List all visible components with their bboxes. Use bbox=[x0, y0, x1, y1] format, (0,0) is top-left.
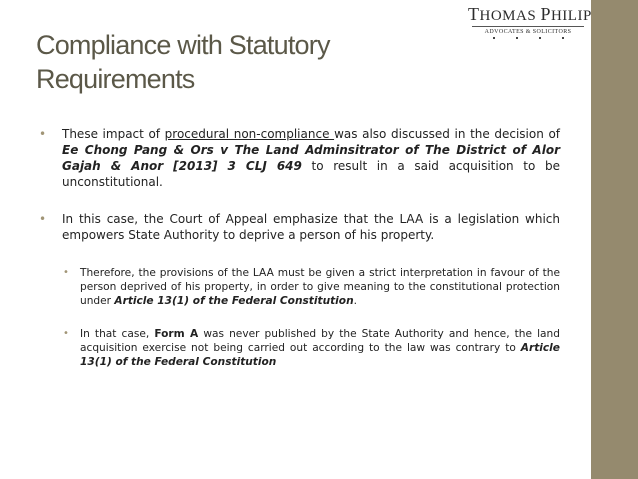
slide-title bbox=[36, 28, 456, 96]
article-reference: Article 13(1) of the Federal Constitution bbox=[114, 295, 354, 307]
sub-bullet-marker: • bbox=[63, 267, 69, 278]
slide-title-line-1: Compliance with Statutory bbox=[36, 30, 330, 60]
firm-logo bbox=[468, 4, 592, 38]
logo-rule bbox=[472, 26, 584, 27]
bullet-marker: • bbox=[39, 127, 47, 141]
side-accent-bar bbox=[591, 0, 638, 479]
logo-subtitle: ADVOCATES & SOLICITORS bbox=[484, 29, 572, 35]
underlined-phrase: procedural non-compliance bbox=[164, 127, 335, 141]
bullet-point-2: • In this case, the Court of Appeal emphasize that the LAA is a legislation which empowers State Authority to deprive a person of his property. bbox=[39, 212, 560, 242]
sub-bullet-point-1: • Therefore, the provisions of the LAA must be given a strict interpretation in favour of the person deprived of his property, in order to give meaning to the constitutional protection under Article 13(1) of the Federal Constitution. bbox=[63, 267, 560, 307]
case-citation: Ee Chong Pang & Ors v The Land Adminsitrator of The District of Alor Gajah & Anor [2013] 3 CLJ 649 bbox=[62, 143, 560, 173]
slide-content bbox=[36, 126, 560, 369]
article-reference: Article 13(1) of the Federal Constitution bbox=[80, 342, 560, 368]
bullet-marker: • bbox=[39, 212, 47, 226]
logo-firm-name: THOMAS PHILIP bbox=[468, 4, 592, 24]
form-reference: Form A bbox=[154, 328, 199, 340]
logo-dots bbox=[468, 37, 588, 39]
bullet-point-1: • These impact of procedural non-compliance was also discussed in the decision of Ee Chong Pang & Ors v The Land Adminsitrator of The District of Alor Gajah & Anor [2013] 3 CLJ 649 to result in a said acquisition to be unconstitutional. bbox=[39, 127, 561, 189]
sub-bullet-marker: • bbox=[63, 328, 69, 339]
sub-bullet-point-2: • In that case, Form A was never published by the State Authority and hence, the land acquisition exercise not being carried out according to the law was contrary to Article 13(1) of the Federal Constitution bbox=[63, 328, 560, 368]
slide-title-line-2: Requirements bbox=[36, 64, 195, 94]
